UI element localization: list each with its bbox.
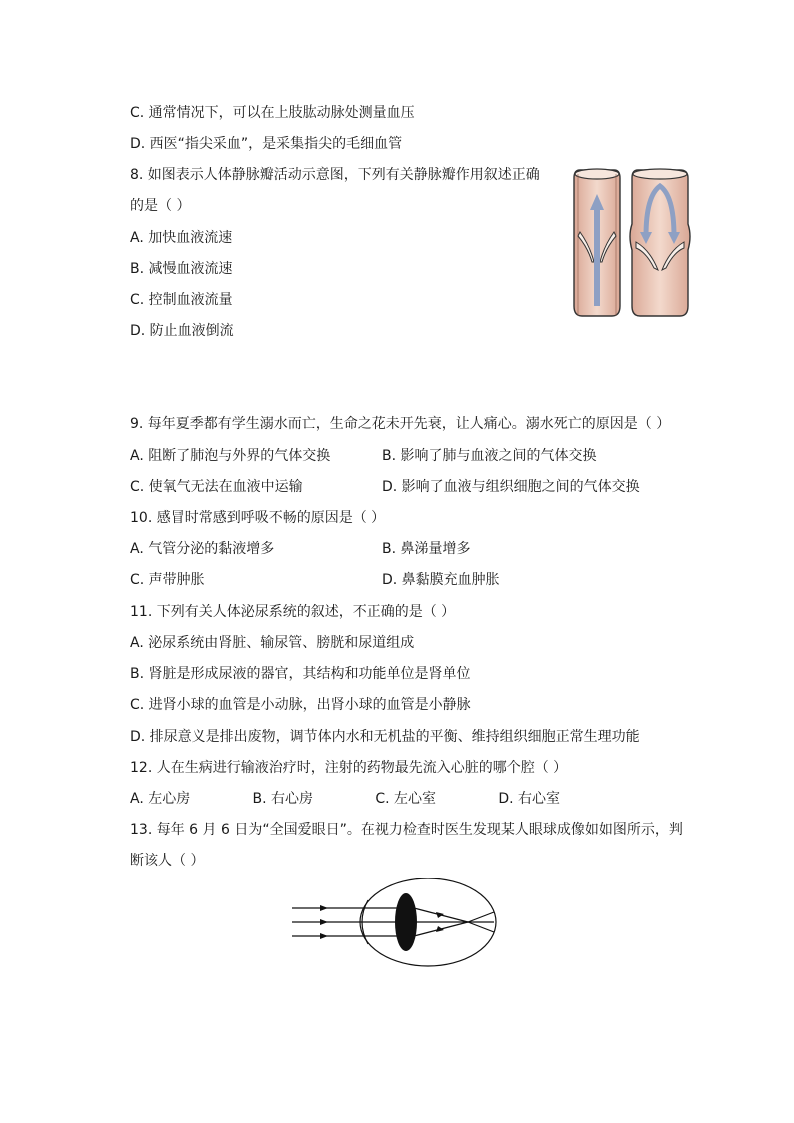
q7-option-d: D. 西医“指尖采血”，是采集指尖的毛细血管 bbox=[130, 136, 403, 152]
q11-option-c: C. 进肾小球的血管是小动脉，出肾小球的血管是小静脉 bbox=[130, 697, 471, 713]
q12-options: A. 左心房 B. 右心房 C. 左心室 D. 右心室 bbox=[130, 791, 561, 807]
q11-stem: 11. 下列有关人体泌尿系统的叙述，不正确的是（ ） bbox=[130, 604, 456, 620]
q12-stem: 12. 人在生病进行输液治疗时，注射的药物最先流入心脏的哪个腔（ ） bbox=[130, 760, 568, 776]
q10-option-c: C. 声带肿胀 bbox=[130, 572, 205, 588]
q8-option-d: D. 防止血液倒流 bbox=[130, 323, 234, 339]
q7-option-c: C. 通常情况下，可以在上肢肱动脉处测量血压 bbox=[130, 105, 415, 121]
q9-option-b: B. 影响了肺与血液之间的气体交换 bbox=[382, 448, 597, 464]
q9-option-c: C. 使氧气无法在血液中运输 bbox=[130, 479, 303, 495]
open-valve-vein bbox=[574, 169, 620, 316]
vein-valve-figure bbox=[566, 166, 696, 322]
q8-option-a: A. 加快血液流速 bbox=[130, 230, 233, 246]
q9-option-d: D. 影响了血液与组织细胞之间的气体交换 bbox=[382, 479, 640, 495]
q10-stem: 10. 感冒时常感到呼吸不畅的原因是（ ） bbox=[130, 510, 386, 526]
q8-option-b: B. 减慢血液流速 bbox=[130, 261, 233, 277]
q9-option-a: A. 阻断了肺泡与外界的气体交换 bbox=[130, 448, 331, 464]
q8-stem-line2: 的是（ ） bbox=[130, 198, 191, 214]
closed-valve-vein bbox=[630, 169, 690, 316]
q13-stem-line1: 13. 每年 6 月 6 日为“全国爱眼日”。在视力检查时医生发现某人眼球成像如如图所示，判 bbox=[130, 822, 683, 838]
q11-option-a: A. 泌尿系统由肾脏、输尿管、膀胱和尿道组成 bbox=[130, 635, 415, 651]
q13-stem-line2: 断该人（ ） bbox=[130, 853, 205, 869]
eye-imaging-figure bbox=[288, 878, 508, 972]
lens-icon bbox=[395, 893, 417, 951]
q11-option-d: D. 排尿意义是排出废物，调节体内水和无机盐的平衡、维持组织细胞正常生理功能 bbox=[130, 729, 640, 745]
q9-stem: 9. 每年夏季都有学生溺水而亡，生命之花未开先衰，让人痛心。溺水死亡的原因是（ ） bbox=[130, 416, 671, 432]
q8-stem-line1: 8. 如图表示人体静脉瓣活动示意图，下列有关静脉瓣作用叙述正确 bbox=[130, 167, 540, 183]
q10-option-d: D. 鼻黏膜充血肿胀 bbox=[382, 572, 500, 588]
q10-option-b: B. 鼻涕量增多 bbox=[382, 541, 471, 557]
q8-option-c: C. 控制血液流量 bbox=[130, 292, 233, 308]
q10-option-a: A. 气管分泌的黏液增多 bbox=[130, 541, 275, 557]
q11-option-b: B. 肾脏是形成尿液的器官，其结构和功能单位是肾单位 bbox=[130, 666, 471, 682]
